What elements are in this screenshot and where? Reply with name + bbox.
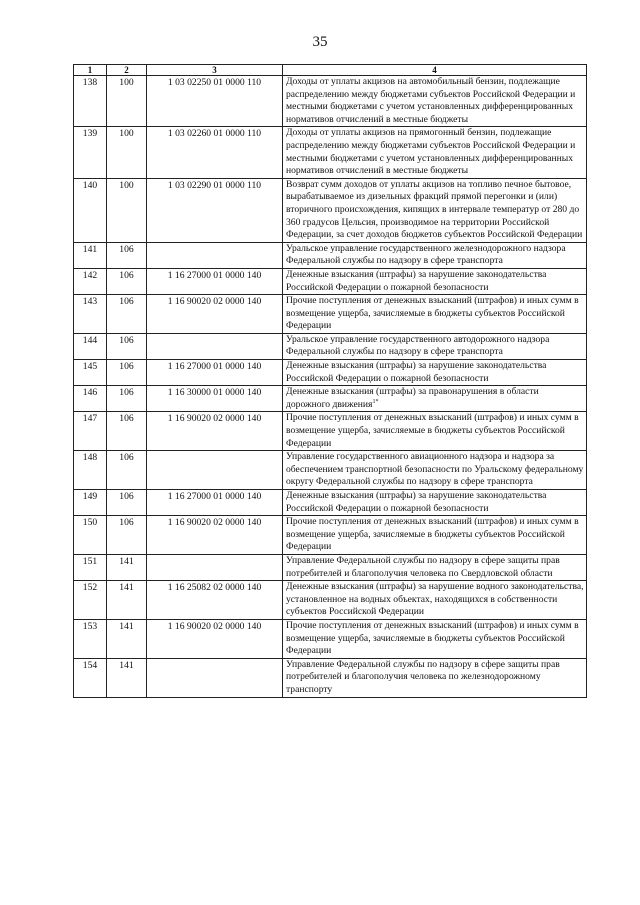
row-number-cell xyxy=(74,178,107,242)
row-number-cell xyxy=(74,76,107,127)
row-number: 141 xyxy=(82,243,98,255)
row-number: 143 xyxy=(82,296,98,308)
row-number: 148 xyxy=(82,452,98,464)
admin-code-cell xyxy=(107,619,147,658)
revenue-description-cell xyxy=(283,242,587,268)
table-row xyxy=(74,127,587,178)
table-row xyxy=(74,178,587,242)
classification-code-cell xyxy=(147,386,283,412)
revenue-description-cell xyxy=(283,127,587,178)
footnote-mark: 1* xyxy=(372,398,379,405)
admin-code-cell xyxy=(107,268,147,294)
classification-code-cell xyxy=(147,360,283,386)
classification-code-cell xyxy=(147,451,283,490)
row-number: 139 xyxy=(82,128,98,140)
admin-code-cell xyxy=(107,412,147,451)
row-number: 145 xyxy=(82,361,98,373)
row-number-cell xyxy=(74,554,107,580)
table-body xyxy=(74,76,587,698)
revenue-description: Доходы от уплаты акцизов на прямогонный бензин, подлежащие распределению между бюджетами субъектов Российской Федерации и местными бюджетами с учетом установленных дифференцированных нормативов отчислений в местные бюджеты xyxy=(286,127,576,177)
admin-code-cell xyxy=(107,516,147,555)
revenue-description-cell xyxy=(283,295,587,334)
row-number-cell xyxy=(74,268,107,294)
classification-code: 1 16 25082 02 0000 140 xyxy=(167,582,262,594)
revenue-description: Денежные взыскания (штрафы) за нарушение законодательства Российской Федерации о пожарной безопасности xyxy=(286,360,547,384)
classification-code: 1 16 30000 01 0000 140 xyxy=(167,387,262,399)
row-number-cell xyxy=(74,295,107,334)
admin-code: 106 xyxy=(119,269,134,281)
revenue-description-cell xyxy=(283,554,587,580)
admin-code-cell xyxy=(107,295,147,334)
revenue-description-cell xyxy=(283,490,587,516)
admin-code-cell xyxy=(107,451,147,490)
admin-code-cell xyxy=(107,360,147,386)
table-row xyxy=(74,581,587,620)
row-number: 140 xyxy=(82,179,98,191)
table-row xyxy=(74,333,587,359)
admin-code: 106 xyxy=(119,361,134,373)
admin-code: 106 xyxy=(119,334,134,346)
row-number: 142 xyxy=(82,269,98,281)
revenue-description: Денежные взыскания (штрафы) за нарушение законодательства Российской Федерации о пожарной безопасности xyxy=(286,268,547,293)
classification-code-cell xyxy=(147,127,283,178)
revenue-description: Доходы от уплаты акцизов на автомобильный бензин, подлежащие распределению между бюджетами субъектов Российской Федерации и местными бюджетами с учетом установленных дифференцированных нормативов отчислений в местные бюджеты xyxy=(286,76,576,125)
classification-code-cell xyxy=(147,295,283,334)
table-row xyxy=(74,386,587,412)
row-number-cell xyxy=(74,451,107,490)
classification-code-cell xyxy=(147,242,283,268)
row-number-cell xyxy=(74,127,107,178)
table-header-row xyxy=(74,65,587,76)
column-header-3: 3 xyxy=(147,65,283,76)
classification-code-cell xyxy=(147,490,283,516)
admin-code: 141 xyxy=(119,555,134,567)
revenue-description-cell xyxy=(283,581,587,620)
row-number: 154 xyxy=(82,659,98,671)
column-header-1: 1 xyxy=(74,65,107,76)
column-header-2: 2 xyxy=(107,65,147,76)
table-row xyxy=(74,619,587,658)
table-row xyxy=(74,268,587,294)
classification-code: 1 03 02290 01 0000 110 xyxy=(167,179,262,191)
revenue-description: Денежные взыскания (штрафы) за правонарушения в области дорожного движения xyxy=(286,386,539,410)
revenue-codes-table xyxy=(73,64,587,698)
admin-code-cell xyxy=(107,658,147,697)
table-row xyxy=(74,76,587,127)
row-number: 152 xyxy=(82,582,98,594)
row-number-cell xyxy=(74,386,107,412)
table-row xyxy=(74,242,587,268)
classification-code-cell xyxy=(147,178,283,242)
row-number: 147 xyxy=(82,413,98,425)
table-row xyxy=(74,490,587,516)
admin-code: 106 xyxy=(119,517,134,529)
classification-code: 1 16 90020 02 0000 140 xyxy=(167,413,262,425)
row-number: 151 xyxy=(82,555,98,567)
admin-code: 106 xyxy=(119,413,134,425)
classification-code-cell xyxy=(147,619,283,658)
table-row xyxy=(74,451,587,490)
admin-code: 106 xyxy=(119,296,134,308)
revenue-description-cell xyxy=(283,178,587,242)
revenue-description: Уральское управление государственного железнодорожного надзора Федеральной службы по надзору в сфере транспорта xyxy=(286,242,566,267)
row-number-cell xyxy=(74,581,107,620)
row-number-cell xyxy=(74,619,107,658)
revenue-description-cell xyxy=(283,268,587,294)
admin-code: 100 xyxy=(119,128,134,140)
admin-code: 106 xyxy=(119,243,134,255)
revenue-description-cell xyxy=(283,658,587,697)
admin-code: 100 xyxy=(119,179,134,191)
classification-code-cell xyxy=(147,268,283,294)
classification-code: 1 16 90020 02 0000 140 xyxy=(167,517,262,529)
admin-code-cell xyxy=(107,76,147,127)
row-number-cell xyxy=(74,658,107,697)
admin-code-cell xyxy=(107,178,147,242)
revenue-description: Прочие поступления от денежных взысканий (штрафов) и иных сумм в возмещение ущерба, зачисляемые в бюджеты субъектов Российской Федерации xyxy=(286,516,579,553)
revenue-description: Управление Федеральной службы по надзору в сфере защиты прав потребителей и благополучия человека по Свердловской области xyxy=(286,554,560,579)
classification-code-cell xyxy=(147,76,283,127)
admin-code-cell xyxy=(107,333,147,359)
admin-code-cell xyxy=(107,581,147,620)
revenue-description: Прочие поступления от денежных взысканий (штрафов) и иных сумм в возмещение ущерба, зачисляемые в бюджеты субъектов Российской Федерации xyxy=(286,295,579,332)
revenue-description: Денежные взыскания (штрафы) за нарушение законодательства Российской Федерации о пожарной безопасности xyxy=(286,490,547,514)
revenue-description: Прочие поступления от денежных взысканий (штрафов) и иных сумм в возмещение ущерба, зачисляемые в бюджеты субъектов Российской Федерации xyxy=(286,619,579,657)
row-number-cell xyxy=(74,412,107,451)
revenue-description-cell xyxy=(283,451,587,490)
revenue-description: Прочие поступления от денежных взысканий (штрафов) и иных сумм в возмещение ущерба, зачисляемые в бюджеты субъектов Российской Федерации xyxy=(286,412,579,449)
classification-code: 1 16 90020 02 0000 140 xyxy=(167,296,262,308)
revenue-description: Возврат сумм доходов от уплаты акцизов на топливо печное бытовое, вырабатываемое из дизельных фракций прямой перегонки и (или) вторичного происхождения, кипящих в интервале температур от 280 до 360 градусов Цельсия, производимое на территории Российской Федерации, за счет доходов бюджетов субъектов Российской Федерации xyxy=(286,178,583,241)
row-number: 149 xyxy=(82,491,98,502)
row-number-cell xyxy=(74,490,107,516)
classification-code-cell xyxy=(147,412,283,451)
revenue-description-cell xyxy=(283,360,587,386)
admin-code-cell xyxy=(107,386,147,412)
revenue-description-cell xyxy=(283,516,587,555)
table-row xyxy=(74,658,587,697)
admin-code: 106 xyxy=(119,387,134,399)
table-row xyxy=(74,360,587,386)
classification-code-cell xyxy=(147,658,283,697)
admin-code-cell xyxy=(107,554,147,580)
classification-code: 1 16 27000 01 0000 140 xyxy=(167,269,262,281)
admin-code-cell xyxy=(107,242,147,268)
column-header-4: 4 xyxy=(283,65,587,76)
row-number: 144 xyxy=(82,334,98,346)
table-row xyxy=(74,554,587,580)
table-row xyxy=(74,295,587,334)
revenue-description-cell xyxy=(283,386,587,412)
classification-code: 1 16 90020 02 0000 140 xyxy=(167,620,262,632)
revenue-description-cell xyxy=(283,333,587,359)
revenue-description: Денежные взыскания (штрафы) за нарушение водного законодательства, установленное на водных объектах, находящихся в собственности субъектов Российской Федерации xyxy=(286,581,584,618)
classification-code: 1 03 02260 01 0000 110 xyxy=(167,128,262,140)
classification-code-cell xyxy=(147,554,283,580)
revenue-description: Управление Федеральной службы по надзору в сфере защиты прав потребителей и благополучия человека по железнодорожному транспорту xyxy=(286,658,560,695)
row-number: 153 xyxy=(82,620,98,632)
admin-code: 141 xyxy=(119,620,134,632)
revenue-description-cell xyxy=(283,412,587,451)
classification-code: 1 16 27000 01 0000 140 xyxy=(167,361,262,373)
row-number-cell xyxy=(74,360,107,386)
row-number-cell xyxy=(74,333,107,359)
admin-code: 106 xyxy=(119,491,134,502)
row-number-cell xyxy=(74,242,107,268)
admin-code: 141 xyxy=(119,659,134,671)
admin-code-cell xyxy=(107,127,147,178)
classification-code: 1 16 27000 01 0000 140 xyxy=(167,491,262,502)
classification-code: 1 03 02250 01 0000 110 xyxy=(167,77,262,88)
classification-code-cell xyxy=(147,581,283,620)
classification-code-cell xyxy=(147,516,283,555)
row-number: 146 xyxy=(82,387,98,399)
page-number: 35 xyxy=(312,34,328,50)
admin-code: 106 xyxy=(119,452,134,464)
revenue-description-cell xyxy=(283,76,587,127)
table-row xyxy=(74,516,587,555)
admin-code: 100 xyxy=(119,77,134,88)
row-number-cell xyxy=(74,516,107,555)
admin-code-cell xyxy=(107,490,147,516)
row-number: 150 xyxy=(82,517,98,529)
admin-code: 141 xyxy=(119,582,134,594)
row-number: 138 xyxy=(82,77,98,88)
revenue-description-cell xyxy=(283,619,587,658)
table-row xyxy=(74,412,587,451)
revenue-description: Уральское управление государственного автодорожного надзора Федеральной службы по надзору в сфере транспорта xyxy=(286,333,550,358)
classification-code-cell xyxy=(147,333,283,359)
revenue-description: Управление государственного авиационного надзора и надзора за обеспечением транспортной безопасности по Уральскому федеральному округу Федеральной службы по надзору в сфере транспорта xyxy=(286,451,584,488)
